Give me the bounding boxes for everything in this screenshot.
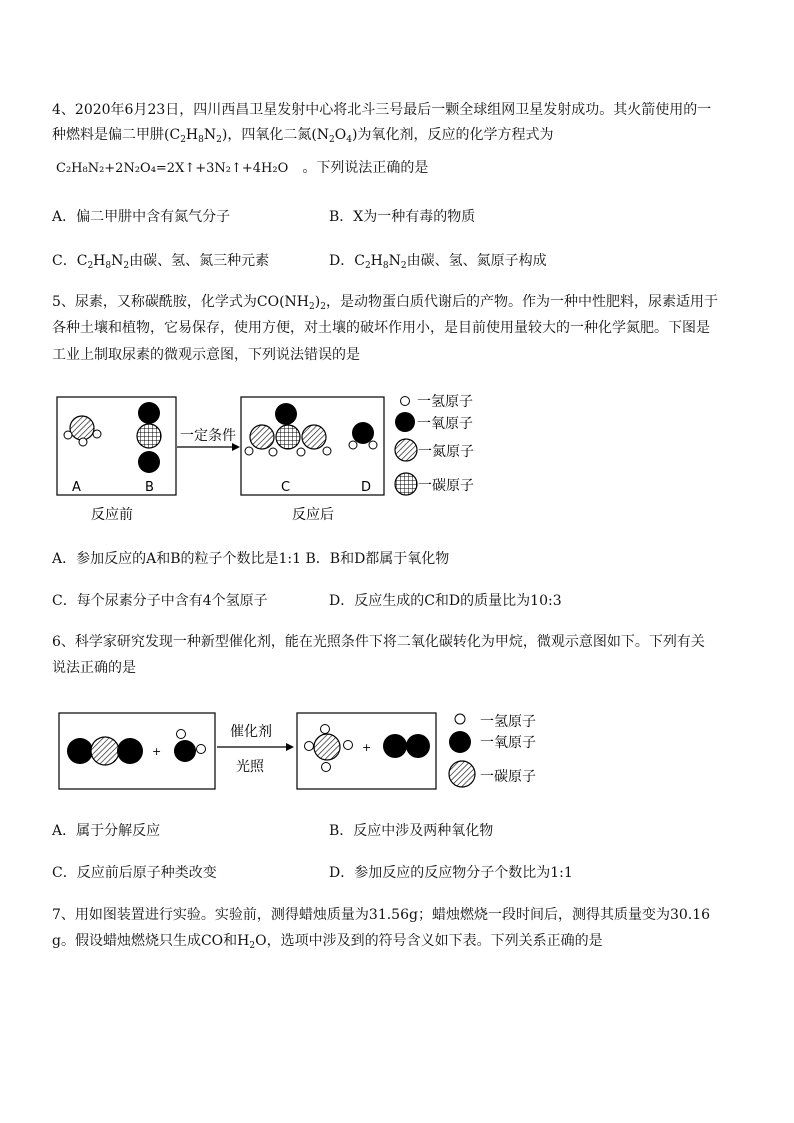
molecule-c-urea <box>245 403 331 456</box>
molecule-a-ammonia <box>64 416 101 446</box>
legend-oxygen: 一氧原子 <box>417 416 473 432</box>
q6-reaction-diagram <box>0 705 794 800</box>
q5-option-c[interactable]: C．每个尿素分子中含有4个氢原子 <box>52 593 268 609</box>
molecule-ch4 <box>305 725 353 772</box>
molecule-d-water <box>349 422 377 449</box>
q4-option-c[interactable]: C．$C_2H_8N_2$由碳、氢、氮三种元素 <box>52 253 270 271</box>
q4-option-b[interactable]: B．X为一种有毒的物质 <box>329 209 476 225</box>
q6-legend-oxygen: 一氧原子 <box>480 735 536 751</box>
q6-stem-line2: 说法正确的是 <box>52 660 136 676</box>
molecule-h2o <box>174 730 206 763</box>
arrow-icon <box>232 443 240 451</box>
arrow-icon <box>286 743 294 751</box>
molecule-b-co2 <box>137 402 161 473</box>
q6-legend-hydrogen: 一氢原子 <box>480 714 536 730</box>
q5-stem-line3: 工业上制取尿素的微观示意图，下列说法错误的是 <box>52 347 360 363</box>
plus-1: + <box>152 745 162 758</box>
q7-stem-line2: g。假设蜡烛燃烧只生成CO和$H_2O$，选项中涉及到的符号含义如下表。下列关系正确的是 <box>52 933 603 951</box>
label-d: D <box>361 480 372 495</box>
legend-nitrogen: 一氮原子 <box>418 444 474 460</box>
q6-option-d[interactable]: D．参加反应的反应物分子个数比为1:1 <box>329 865 573 881</box>
legend-carbon: 一碳原子 <box>418 478 474 494</box>
after-label: 反应后 <box>292 507 334 523</box>
q5-option-d[interactable]: D．反应生成的C和D的质量比为10:3 <box>329 593 562 609</box>
q4-equation: C₂H₈N₂+2N₂O₄=2X↑+3N₂↑+4H₂O 。下列说法正确的是 <box>56 160 429 176</box>
q6-option-b[interactable]: B．反应中涉及两种氧化物 <box>329 823 494 839</box>
q5-option-ab[interactable]: A．参加反应的A和B的粒子个数比是1:1 B．B和D都属于氧化物 <box>52 551 450 567</box>
q5-stem-line1: 5、尿素，又称碳酰胺，化学式为$CO(NH_2)_2$，是动物蛋白质代谢后的产物。作为一种中性肥料，尿素适用于 <box>52 294 718 312</box>
q4-option-a[interactable]: A．偏二甲肼中含有氮气分子 <box>52 209 231 225</box>
label-c: C <box>281 480 291 495</box>
q7-stem-line1: 7、用如图装置进行实验。实验前，测得蜡烛质量为31.56g；蜡烛燃烧一段时间后，测得其质量变为30.16 <box>52 907 711 923</box>
before-label: 反应前 <box>91 507 133 523</box>
catalyst-label: 催化剂 <box>230 724 272 740</box>
q4-option-d[interactable]: D．$C_2H_8N_2$由碳、氢、氮原子构成 <box>329 253 547 271</box>
molecule-o2 <box>383 734 430 758</box>
light-label: 光照 <box>236 759 264 775</box>
legend-hydrogen: 一氢原子 <box>417 394 473 410</box>
q6-legend <box>449 714 536 787</box>
plus-2: + <box>362 741 372 754</box>
q6-option-c[interactable]: C．反应前后原子种类改变 <box>52 865 217 881</box>
label-a: A <box>72 480 81 495</box>
legend <box>395 394 474 495</box>
q6-legend-carbon: 一碳原子 <box>480 769 536 785</box>
q6-option-a[interactable]: A．属于分解反应 <box>52 823 161 839</box>
q4-stem-line1: 4、2020年6月23日，四川西昌卫星发射中心将北斗三号最后一颗全球组网卫星发射成功。其火箭使用的一 <box>52 102 712 118</box>
q6-stem-line1: 6、科学家研究发现一种新型催化剂，能在光照条件下将二氧化碳转化为甲烷，微观示意图如下。下列有关 <box>52 634 705 650</box>
q4-stem-line2: 种燃料是偏二甲肼$(C_2H_8N_2)$，四氧化二氮$(N_2O_4)$为氧化剂，反应的化学方程式为 <box>52 127 554 145</box>
label-b: B <box>145 480 154 495</box>
condition-label: 一定条件 <box>180 428 236 444</box>
q5-reaction-diagram <box>0 380 794 530</box>
molecule-co2 <box>67 737 143 765</box>
q5-stem-line2: 各种土壤和植物，它易保存，使用方便，对土壤的破坏作用小，是目前使用量较大的一种化学氮肥。下图是 <box>52 320 710 336</box>
